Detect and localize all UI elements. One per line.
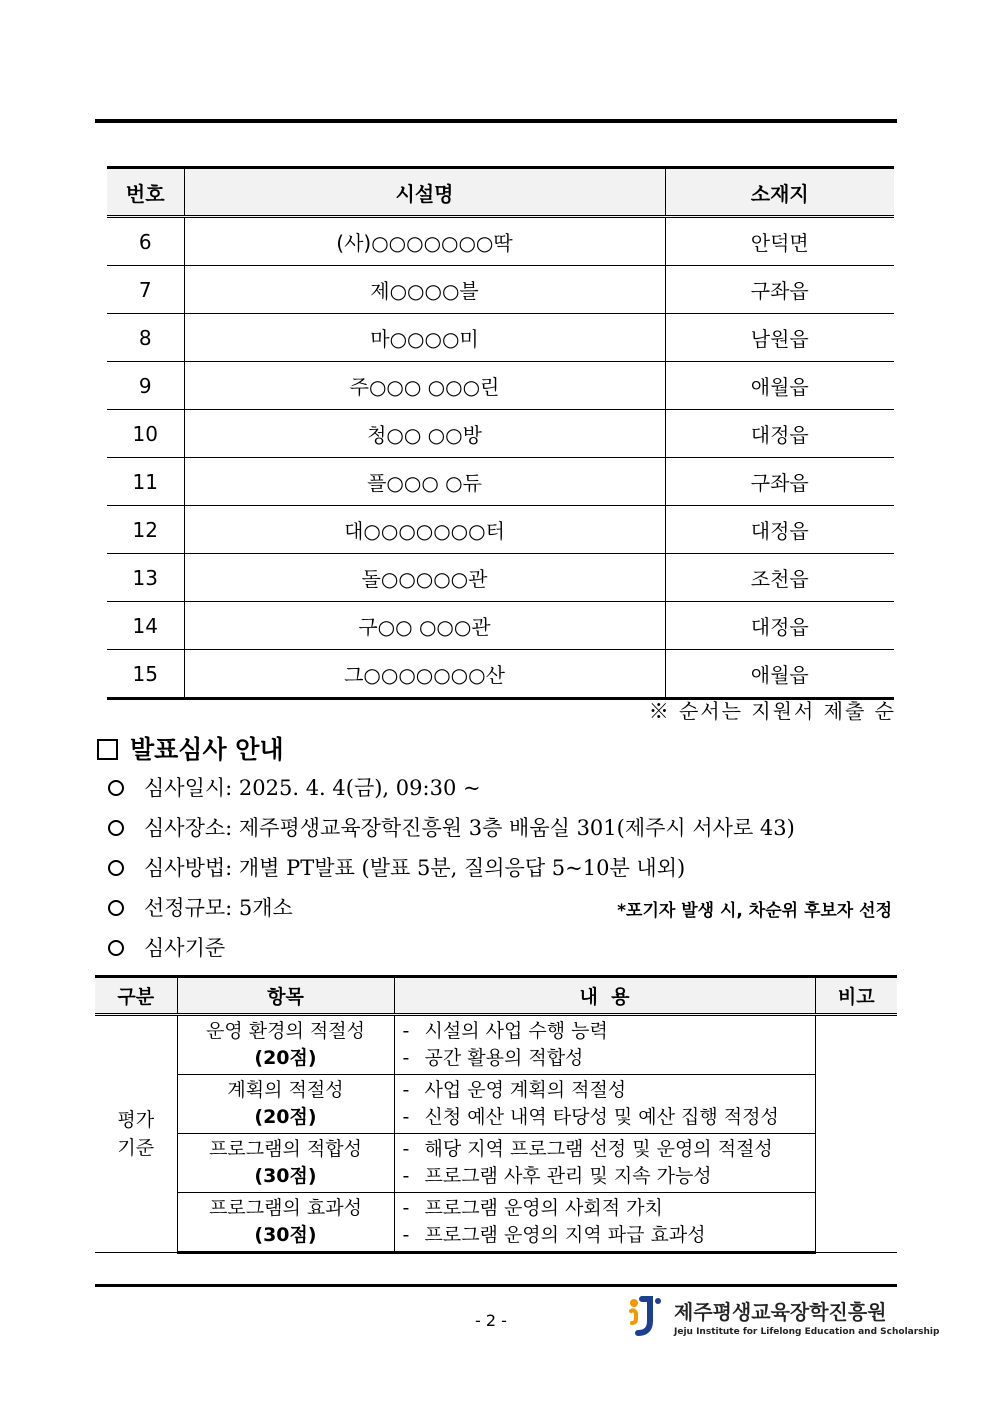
item-cell: [177, 1015, 394, 1075]
table-row: [107, 362, 894, 410]
row-location: 대정읍: [665, 602, 894, 650]
row-name: 마○○○○미: [184, 314, 665, 362]
circle-bullet-icon: [108, 900, 124, 916]
item-points: (30점): [254, 1224, 317, 1246]
bullet-item: [108, 892, 293, 922]
bullet-text: 심사방법: 개별 PT발표 (발표 5분, 질의응답 5~10분 내외): [144, 856, 686, 880]
content-line: - 사업 운영 계획의 적절성: [403, 1077, 815, 1104]
row-location: 애월읍: [665, 362, 894, 410]
row-no: 10: [107, 410, 184, 458]
category-line: 평가: [117, 1109, 155, 1131]
bullet-item: [108, 812, 795, 842]
header-location: 소재지: [665, 168, 894, 217]
row-no: 15: [107, 650, 184, 699]
bottom-rule: [95, 1284, 897, 1287]
header-category: 구분: [95, 977, 177, 1015]
content-cell: [394, 1134, 815, 1193]
row-location: 애월읍: [665, 650, 894, 699]
row-location: 대정읍: [665, 506, 894, 554]
row-name: 그○○○○○○○산: [184, 650, 665, 699]
table-row: [95, 1193, 897, 1253]
circle-bullet-icon: [108, 860, 124, 876]
item-points: (30점): [254, 1165, 317, 1187]
table-row: [107, 650, 894, 699]
row-no: 7: [107, 266, 184, 314]
row-name: 돌○○○○○관: [184, 554, 665, 602]
item-name: 프로그램의 적합성: [209, 1138, 362, 1160]
row-name: 청○○ ○○방: [184, 410, 665, 458]
content-line: - 공간 활용의 적합성: [403, 1045, 815, 1072]
row-name: 대○○○○○○○터: [184, 506, 665, 554]
content-cell: [394, 1193, 815, 1253]
row-name: 구○○ ○○○관: [184, 602, 665, 650]
table-row: [95, 1075, 897, 1134]
bullet-item: [108, 932, 225, 962]
item-name: 프로그램의 효과성: [209, 1197, 362, 1219]
bullet-text: 선정규모: 5개소: [144, 896, 293, 920]
bullet-text: 심사기준: [144, 936, 226, 960]
row-location: 조천읍: [665, 554, 894, 602]
item-cell: [177, 1134, 394, 1193]
header-content: 내 용: [394, 977, 815, 1015]
item-cell: [177, 1193, 394, 1253]
content-line: - 프로그램 사후 관리 및 지속 가능성: [403, 1163, 815, 1190]
table-row: [107, 506, 894, 554]
table-row: [107, 458, 894, 506]
table-row: [107, 554, 894, 602]
remarks-cell: [815, 1015, 897, 1253]
bullet-item: [108, 852, 685, 882]
row-name: 주○○○ ○○○린: [184, 362, 665, 410]
side-note: *포기자 발생 시, 차순위 후보자 선정: [617, 901, 892, 921]
table-row: [95, 1134, 897, 1193]
page-number: - 2 -: [475, 1311, 507, 1330]
top-rule: [95, 119, 897, 123]
table-row: [95, 1015, 897, 1075]
order-note: ※ 순서는 지원서 제출 순: [648, 699, 896, 723]
item-points: (20점): [254, 1106, 317, 1128]
org-name-english: Jeju Institute for Lifelong Education and Scholarship: [674, 1326, 940, 1337]
content-line: - 신청 예산 내역 타당성 및 예산 집행 적정성: [403, 1104, 815, 1131]
item-cell: [177, 1075, 394, 1134]
row-location: 남원읍: [665, 314, 894, 362]
header-item: 항목: [177, 977, 394, 1015]
table-row: [107, 410, 894, 458]
item-name: 계획의 적절성: [227, 1079, 344, 1101]
row-location: 대정읍: [665, 410, 894, 458]
bullet-item: [108, 772, 481, 802]
table-row: [107, 602, 894, 650]
circle-bullet-icon: [108, 820, 124, 836]
section-title: [97, 730, 284, 766]
category-line: 기준: [117, 1137, 155, 1159]
row-no: 9: [107, 362, 184, 410]
row-location: 안덕면: [665, 217, 894, 266]
criteria-table: [95, 975, 897, 1254]
table-row: [107, 266, 894, 314]
header-name: 시설명: [184, 168, 665, 217]
content-cell: [394, 1075, 815, 1134]
content-line: - 시설의 사업 수행 능력: [403, 1018, 815, 1045]
row-no: 8: [107, 314, 184, 362]
category-cell: [95, 1015, 177, 1253]
content-cell: [394, 1015, 815, 1075]
content-line: - 프로그램 운영의 사회적 가치: [403, 1195, 815, 1222]
facility-table: [107, 166, 894, 700]
circle-bullet-icon: [108, 940, 124, 956]
institute-logo-icon: [626, 1295, 666, 1337]
bullet-text: 심사일시: 2025. 4. 4(금), 09:30 ~: [144, 776, 481, 800]
row-no: 6: [107, 217, 184, 266]
section-title-text: 발표심사 안내: [130, 735, 284, 764]
criteria-table-header: [95, 977, 897, 1015]
row-location: 구좌읍: [665, 458, 894, 506]
bullet-text: 심사장소: 제주평생교육장학진흥원 3층 배움실 301(제주시 서사로 43): [144, 816, 795, 840]
row-no: 11: [107, 458, 184, 506]
circle-bullet-icon: [108, 780, 124, 796]
row-no: 12: [107, 506, 184, 554]
row-name: (사)○○○○○○○딱: [184, 217, 665, 266]
row-no: 13: [107, 554, 184, 602]
table-row: [107, 217, 894, 266]
content-line: - 해당 지역 프로그램 선정 및 운영의 적절성: [403, 1136, 815, 1163]
content-line: - 프로그램 운영의 지역 파급 효과성: [403, 1222, 815, 1249]
item-points: (20점): [254, 1047, 317, 1069]
facility-table-header: [107, 168, 894, 217]
row-location: 구좌읍: [665, 266, 894, 314]
row-name: 제○○○○블: [184, 266, 665, 314]
org-logo: [626, 1295, 939, 1337]
org-name-korean: 제주평생교육장학진흥원: [674, 1299, 887, 1324]
row-no: 14: [107, 602, 184, 650]
item-name: 운영 환경의 적절성: [206, 1020, 365, 1042]
header-remarks: 비고: [815, 977, 897, 1015]
header-no: 번호: [107, 168, 184, 217]
row-name: 플○○○ ○듀: [184, 458, 665, 506]
table-row: [107, 314, 894, 362]
checkbox-square-icon: [97, 739, 118, 760]
